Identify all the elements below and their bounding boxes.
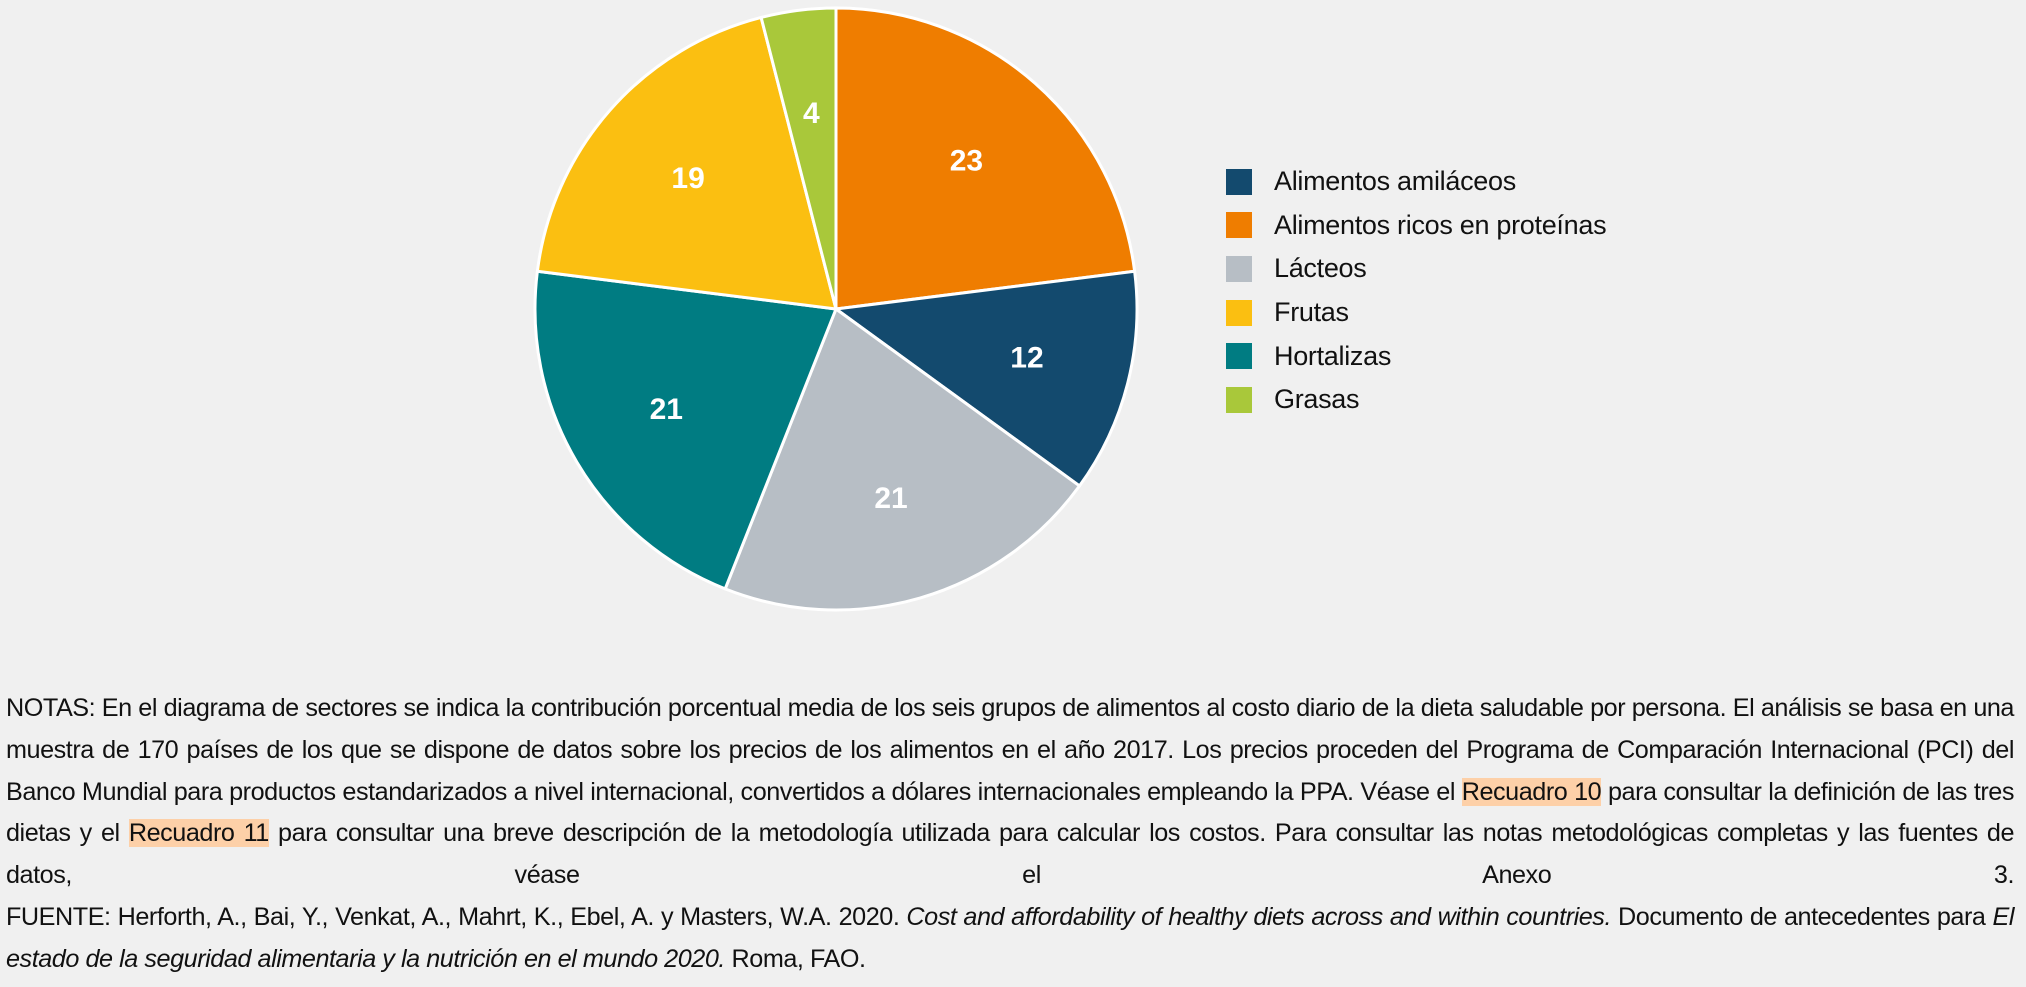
- source-text-1: FUENTE: Herforth, A., Bai, Y., Venkat, A., Mahrt, K., Ebel, A. y Masters, W.A. 2020.: [6, 902, 907, 931]
- source-paragraph: [6, 897, 2014, 981]
- notes-block: [6, 688, 2014, 981]
- legend-label: Lácteos: [1274, 253, 1367, 284]
- slice-value-label-alimentos-amilaceos: 12: [1010, 341, 1044, 375]
- notes-text-1: NOTAS: En el diagrama de sectores se indica la contribución porcentual media de los seis grupos de alimentos al costo diario de la dieta saludable por persona. El análisis se basa en una muestra de 170 países de los que se dispone de datos sobre los precios de los alimentos en el año 2017. Los precios proceden del Programa de Comparación Internacional (PCI) del Banco Mundial para productos estandarizados a nivel internacional, convertidos a dólares internacionales empleando la PPA. Véase el: [6, 694, 2014, 806]
- box-10-link[interactable]: Recuadro 10: [1461, 777, 1602, 806]
- legend-swatch: [1226, 300, 1252, 326]
- slice-value-label-frutas: 19: [671, 162, 705, 196]
- pie-slice-alimentos-ricos-en-proteinas: [836, 8, 1135, 309]
- legend-label: Grasas: [1274, 384, 1360, 415]
- source-text-2: Documento de antecedentes para: [1611, 902, 1993, 931]
- legend-item-grasas: [1226, 378, 1606, 422]
- source-title-2: El estado de la seguridad alimentaria y la nutrición en el mundo 2020.: [6, 902, 2014, 973]
- slice-value-label-alimentos-ricos-en-proteinas: 23: [949, 144, 984, 178]
- slice-value-label-hortalizas: 21: [649, 392, 683, 426]
- box-11-link[interactable]: Recuadro 11: [128, 819, 269, 848]
- legend-label: Hortalizas: [1274, 340, 1392, 371]
- legend-item-alimentos-amilaceos: [1226, 160, 1606, 204]
- legend-label: Alimentos ricos en proteínas: [1274, 209, 1607, 240]
- legend-swatch: [1226, 212, 1252, 238]
- legend-label: Frutas: [1274, 297, 1349, 328]
- legend: [1226, 160, 1606, 422]
- legend-item-lacteos: [1226, 247, 1606, 291]
- source-text-3: Roma, FAO.: [724, 944, 866, 973]
- legend-item-hortalizas: [1226, 334, 1606, 378]
- legend-swatch: [1226, 387, 1252, 413]
- legend-swatch: [1226, 256, 1252, 282]
- legend-label: Alimentos amiláceos: [1274, 166, 1516, 197]
- legend-swatch: [1226, 169, 1252, 195]
- notes-text-2: para consultar la definición de las tres dietas y el: [6, 777, 2015, 848]
- slice-value-label-lacteos: 21: [874, 481, 908, 515]
- slice-value-label-grasas: 4: [802, 96, 820, 130]
- notes-paragraph: [6, 688, 2014, 897]
- notes-text-3: para consultar una breve descripción de la metodología utilizada para calcular los costos. Para consultar las notas metodológicas completas y las fuentes de datos, véase el Anexo 3.: [6, 819, 2015, 890]
- legend-item-alimentos-ricos-en-proteinas: [1226, 204, 1606, 248]
- legend-item-frutas: [1226, 291, 1606, 335]
- legend-swatch: [1226, 343, 1252, 369]
- source-title-1: Cost and affordability of healthy diets across and within countries.: [906, 902, 1611, 931]
